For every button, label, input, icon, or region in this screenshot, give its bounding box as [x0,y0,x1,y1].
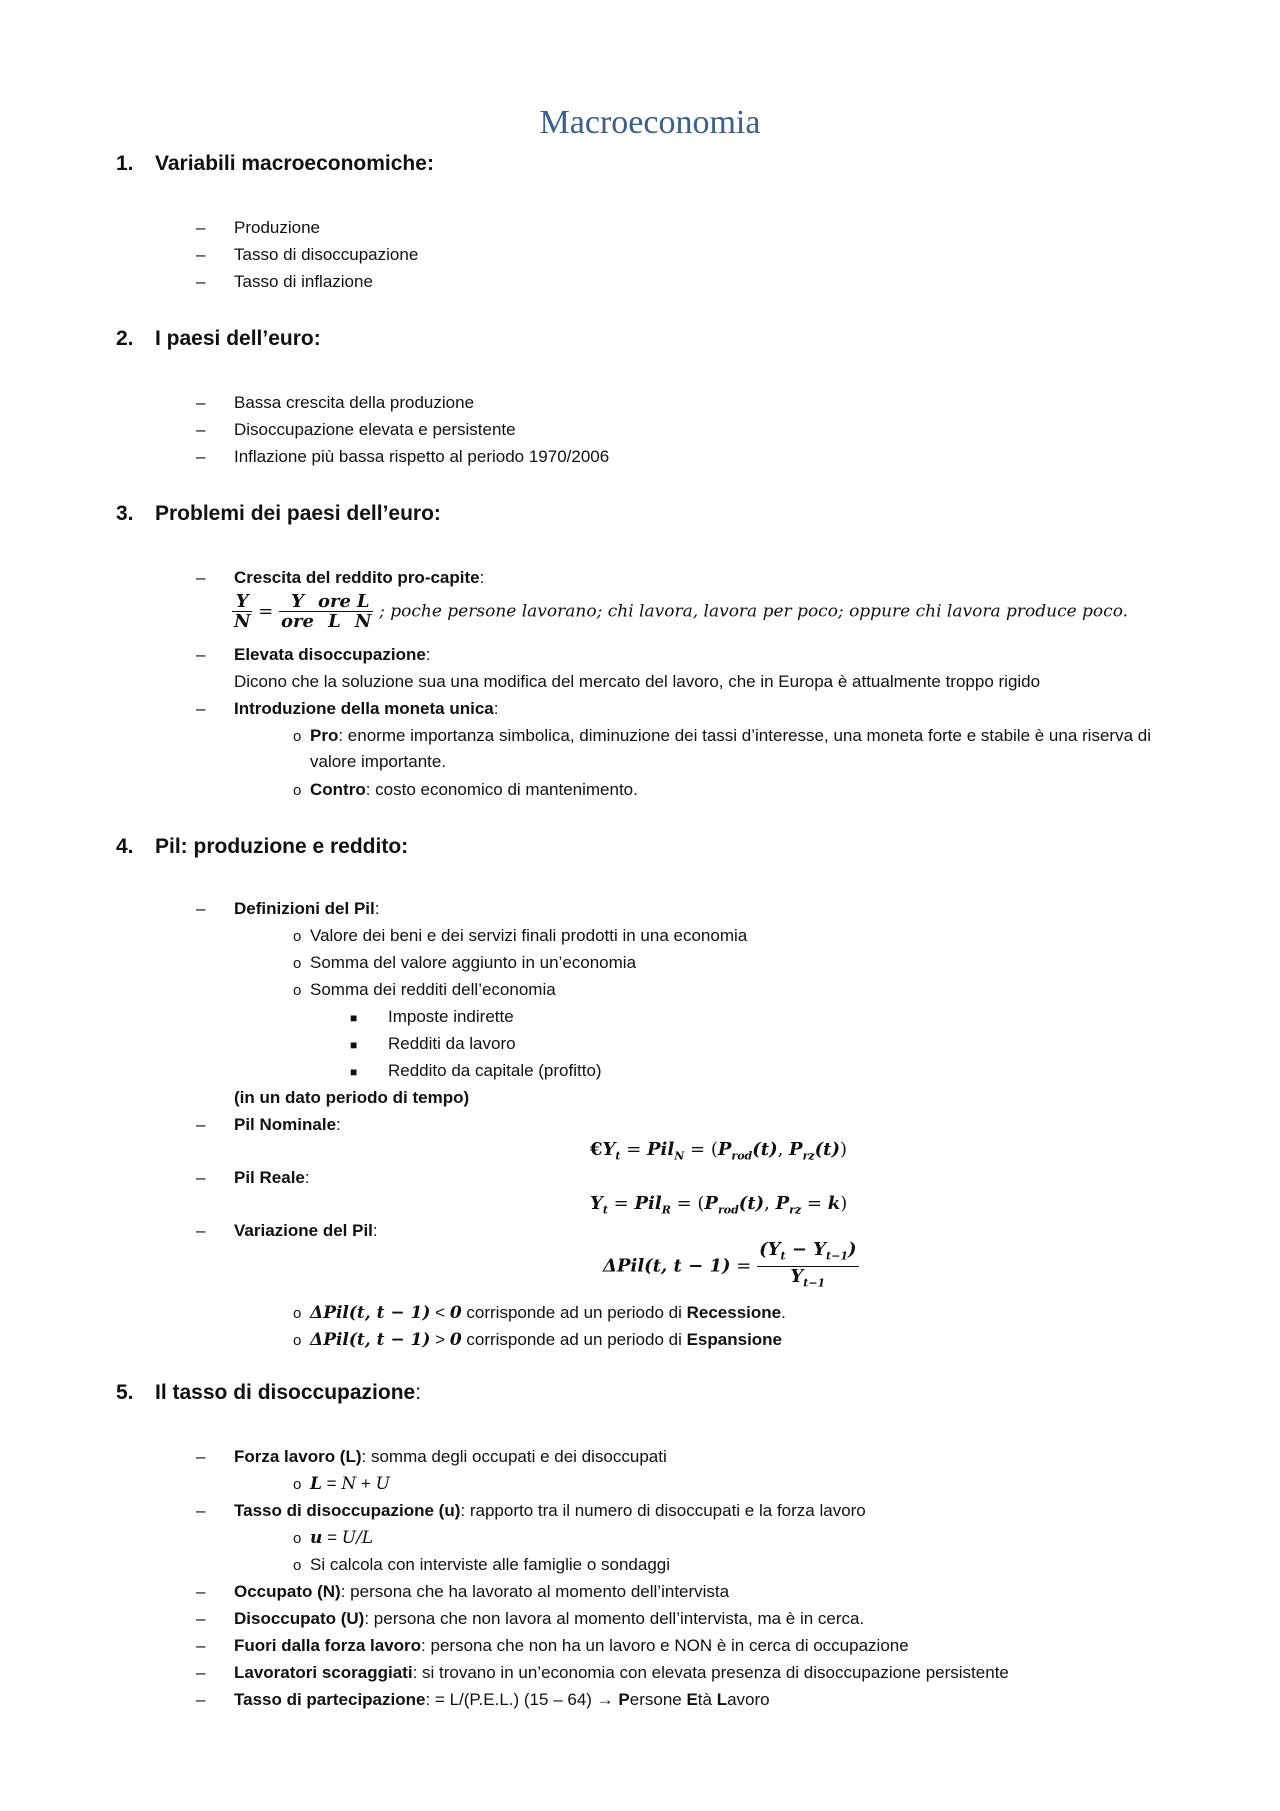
sub-item: o Si calcola con interviste alle famiglie o sondaggi [293,1555,671,1574]
sub-item: o ΔPil(t, t − 1) > 0 corrisponde ad un periodo di Espansione [293,1330,783,1350]
list-item: – Variazione del Pil: [196,1221,378,1240]
sub-item-continued: valore importante. [310,752,447,771]
list-item: – Tasso di inflazione [196,272,373,291]
section-2-heading: 2. I paesi dell’euro: [116,327,321,350]
list-item: – Definizioni del Pil: [196,899,380,918]
elevata-text: Dicono che la soluzione sua una modifica del mercato del lavoro, che in Europa è attualmente troppo rigido [234,672,1041,691]
list-item: – Crescita del reddito pro-capite: [196,568,485,587]
list-item: – Elevata disoccupazione: [196,645,431,664]
sub-item: o u = U/L [293,1528,374,1548]
percapita-formula: $\frac{Y}{N}$ = $\frac{Y}{\text{ore}}$ $\frac{\text{ore}}{L}$ $\frac{L}{N}$ ; poche persone lavorano; chi lavora, lavora per poco; oppure chi lavora produce poco. [234,591,1129,632]
list-item: – Pil Reale: [196,1168,310,1187]
list-item: – Pil Nominale: [196,1115,341,1134]
list-item: – Tasso di partecipazione: = L/(P.E.L.) (15 – 64) → Persone Età Lavoro [196,1690,770,1709]
page-title: Macroeconomia [539,104,761,141]
sub-item: o Somma dei redditi dell’economia [293,980,556,999]
sub-item: o ΔPil(t, t − 1) < 0 corrisponde ad un periodo di Recessione. [293,1303,786,1323]
list-item: – Lavoratori scoraggiati: si trovano in un’economia con elevata presenza di disoccupazione persistente [196,1663,1009,1682]
sub-item: o Contro: costo economico di mantenimento. [293,780,638,799]
list-item: – Disoccupato (U): persona che non lavora al momento dell’intervista, ma è in cerca. [196,1609,865,1628]
square-item: ■ Reddito da capitale (profitto) [350,1061,602,1080]
list-item: – Tasso di disoccupazione [196,245,419,264]
square-item: ■ Imposte indirette [350,1007,514,1026]
sub-item: o L = N + U [293,1474,390,1494]
section-1-heading: 1. Variabili macroeconomiche: [116,152,434,175]
pil-nominale-formula: $€Y_t = Pil_N = (P_{rod}(t)$, $P_{rz}(t)$) [590,1139,848,1163]
list-item: – Disoccupazione elevata e persistente [196,420,516,439]
periodo-note: (in un dato periodo di tempo) [234,1088,470,1107]
section-5-heading: 5. Il tasso di disoccupazione: [116,1381,422,1404]
variazione-formula: ΔPil(t, t − 1) = $\frac{(Y_t - Y_{t-1})}{Y_{t-1}}$ [603,1239,857,1290]
list-item: – Bassa crescita della produzione [196,393,475,412]
list-item: – Tasso di disoccupazione (u): rapporto tra il numero di disoccupati e la forza lavoro [196,1501,866,1520]
sub-item: o Valore dei beni e dei servizi finali prodotti in una economia [293,926,748,945]
list-item: – Forza lavoro (L): somma degli occupati e dei disoccupati [196,1447,667,1466]
arrow-right-icon: → [596,1690,614,1709]
list-item: – Fuori dalla forza lavoro: persona che non ha un lavoro e NON è in cerca di occupazione [196,1636,909,1655]
list-item: – Produzione [196,218,321,237]
square-item: ■ Redditi da lavoro [350,1034,516,1053]
sub-item: o Somma del valore aggiunto in un’economia [293,953,637,972]
section-3-heading: 3. Problemi dei paesi dell’euro: [116,502,441,525]
list-item: – Introduzione della moneta unica: [196,699,499,718]
list-item: – Inflazione più bassa rispetto al periodo 1970/2006 [196,447,610,466]
pil-reale-formula: $Y_t = Pil_R = (P_{rod}(t)$, $P_{rz} = k$) [590,1193,848,1217]
list-item: – Occupato (N): persona che ha lavorato al momento dell’intervista [196,1582,730,1601]
sub-item: o Pro: enorme importanza simbolica, diminuzione dei tassi d’interesse, una moneta forte e stabile è una riserva di [293,726,1151,745]
section-4-heading: 4. Pil: produzione e reddito: [116,835,409,858]
